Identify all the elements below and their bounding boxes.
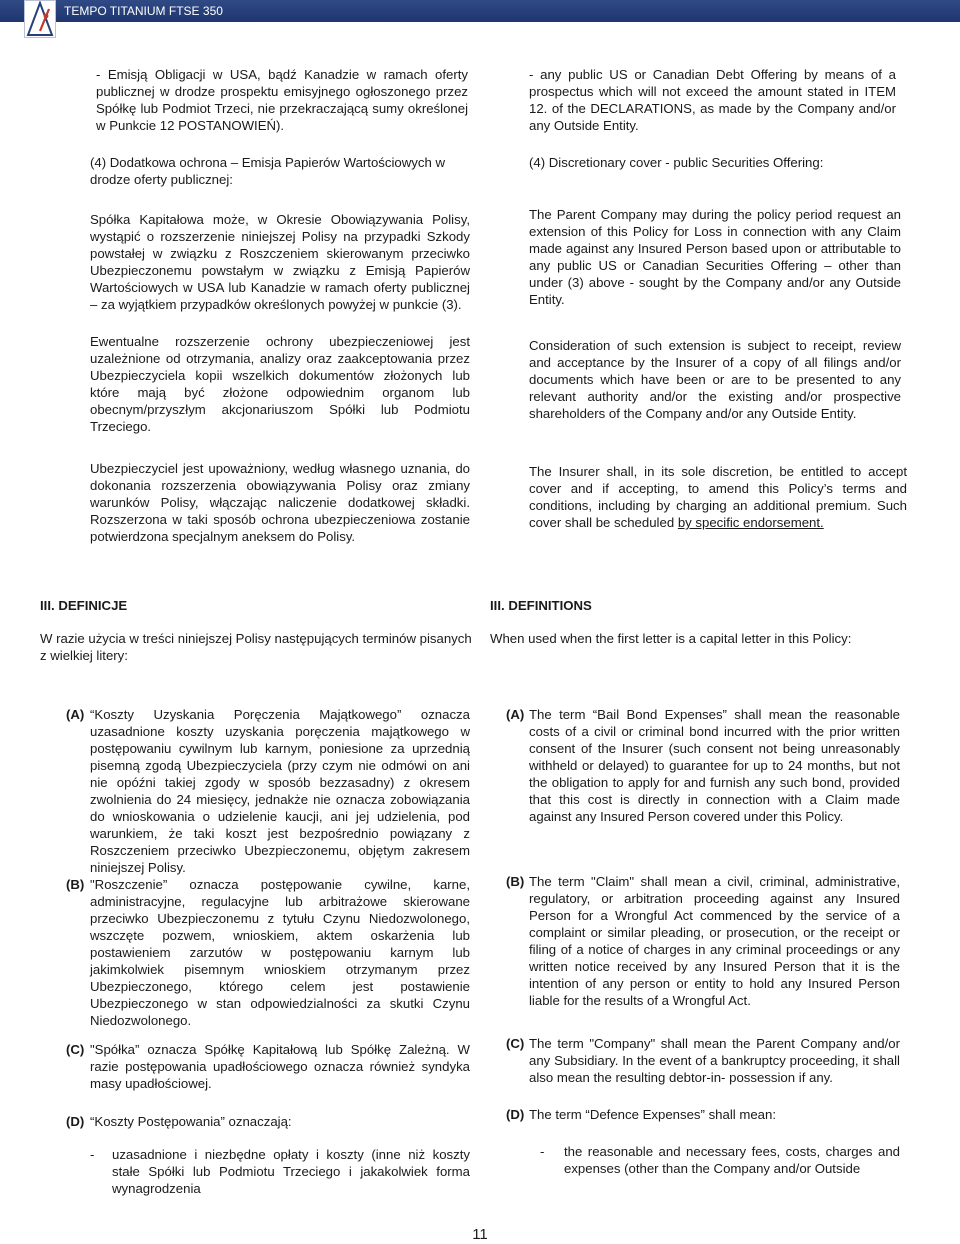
left-def-b-text: "Roszczenie” oznacza postępowanie cywilne, karne, administracyjne, regulacyjne lub arbitrażowe skierowane przeciwko Ubezpieczonemu z tytułu Czynu Niedozwolonego, wszczęte pozwem, wnioskiem, aktem oskarżenia lub postawieniem zarzutów w postępowaniu karnym lub jakimkolwiek pisemnym wnioskiem otrzymanym przez Ubezpieczonego, którego celem jest postawienie Ubezpieczonego w stan odpowiedzialności za skutki Czynu Niedozwolonego. [90,877,470,1028]
right-def-b-label: (B) [506,874,525,889]
left-def-a-text: “Koszty Uzyskania Poręczenia Majątkowego” oznacza uzasadnione koszty uzyskania poręczenia majątkowego w postępowaniu cywilnym lub karnym, poniesione za uprzednią pisemną zgodą Ubezpieczyciela (przy czym nie odmówi on ani nie opóźni takiej zgody w sposób bezzasadny) z okresem zwolnienia do 24 miesięcy, jednakże nie oznacza zobowiązania do wnioskowania o udzielenie kaucji, ani jej udzielenia, pod warunkiem, że taki koszt jest bezpośrednio powiązany z Roszczeniem przeciwko Ubezpieczonemu, objętym zakresem niniejszej Polisy. [90,707,470,875]
right-paragraph-insurer-discretion [529,463,907,531]
left-section-intro: W razie użycia w treści niniejszej Polisy następujących terminów pisanych z wielkiej litery: [40,631,472,663]
right-bullet-text: the reasonable and necessary fees, costs, charges and expenses (other than the Company and/or Outside [564,1144,900,1176]
left-paragraph-debt-offering: - Emisją Obligacji w USA, bądź Kanadzie w ramach oferty publicznej w drodze prospektu emisyjnego ogłoszonego przez Spółkę lub Podmiot Trzeci, nie przekraczającą sumy określonej w Punkcie 12 POSTANOWIEŃ). [96,67,468,133]
left-bullet-dash: - [90,1147,95,1162]
right-section-intro: When used when the first letter is a capital letter in this Policy: [490,631,852,646]
right-def-c-label: (C) [506,1036,525,1051]
right-def-c-text: The term "Company" shall mean the Parent Company and/or any Subsidiary. In the event of a bankruptcy proceeding, it shall also mean the resulting debtor-in- possession if any. [529,1036,900,1085]
left-def-b-label: (B) [66,877,85,892]
right-bullet-dash: - [540,1144,545,1159]
right-paragraph-extension-consideration: Consideration of such extension is subject to receipt, review and acceptance by the Insurer of a copy of all filings and/or documents which have been or are to be presented to any relevant authority and/or the existing and/or prospective shareholders of the Company and/or any Outside Entity. [529,338,901,421]
header-title: TEMPO TITANIUM FTSE 350 [64,4,223,18]
left-def-d-text: “Koszty Postępowania” oznaczają: [90,1114,292,1129]
right-def-a-label: (A) [506,707,525,722]
right-def-d-label: (D) [506,1107,525,1122]
metronome-logo [24,0,56,38]
right-paragraph-debt-offering: - any public US or Canadian Debt Offering by means of a prospectus which will not exceed the amount stated in ITEM 12. of the DECLARATIONS, as made by the Company and/or any Outside Entity. [529,67,896,133]
right-paragraph-extension-request: The Parent Company may during the policy period request an extension of this Policy for Loss in connection with any Claim made against any Insured Person based upon or attributable to any public US or Canadian Securities Offering – other than under (3) above - sought by the Company and/or any Outside Entity. [529,207,901,307]
page-number: 11 [472,1226,488,1243]
right-paragraph-discretionary-heading: (4) Discretionary cover - public Securities Offering: [529,155,824,170]
left-def-c-label: (C) [66,1042,85,1057]
left-paragraph-insurer-discretion: Ubezpieczyciel jest upoważniony, według własnego uznania, do dokonania rozszerzenia obowiązywania Polisy oraz zmiany warunków Polisy, włączając naliczenie dodatkowej składki. Rozszerzona w taki sposób ochrona ubezpieczeniowa zostanie potwierdzona specjalnym aneksem do Polisy. [90,461,470,544]
right-specific-endorsement: by specific endorsement. [677,515,824,530]
left-bullet-text: uzasadnione i niezbędne opłaty i koszty (inne niż koszty stałe Spółki lub Podmiotu Trzeciego i jakakolwiek forma wynagrodzenia [112,1147,470,1196]
right-def-a-text: The term “Bail Bond Expenses” shall mean the reasonable costs of a civil or criminal bond incurred with the prior written consent of the Insurer (such consent not being unreasonably withheld or delayed) to guarantee for up to 24 months, but not the obligation to apply for and furnish any such bond, provided that this cost is directly in connection with a Claim made against any Insured Person covered under this Policy. [529,707,900,824]
left-section-heading: III. DEFINICJE [40,598,128,613]
left-def-d-label: (D) [66,1114,85,1129]
left-def-c-text: "Spółka” oznacza Spółkę Kapitałową lub Spółkę Zależną. W razie postępowania upadłościowego oznacza również syndyka masy upadłościowej. [90,1042,470,1091]
right-insurer-discretion-text: The Insurer shall, in its sole discretion, be entitled to accept cover and if accepting, to amend this Policy’s terms and conditions, including by charging an additional premium. Such cover shall be scheduled [529,464,907,530]
left-paragraph-discretionary-heading: (4) Dodatkowa ochrona – Emisja Papierów Wartościowych w drodze oferty publicznej: [90,155,445,187]
left-paragraph-extension-consideration: Ewentualne rozszerzenie ochrony ubezpieczeniowej jest uzależnione od otrzymania, analizy oraz zaakceptowania przez Ubezpieczyciela kopii wszelkich dokumentów złożonych lub które mają być złożone odpowiednim organom lub obecnym/przyszłym akcjonariuszom Spółki lub Podmiotu Trzeciego. [90,334,470,434]
left-def-a-label: (A) [66,707,85,722]
header-bar [0,0,960,22]
right-section-heading: III. DEFINITIONS [490,598,592,613]
left-paragraph-extension-request: Spółka Kapitałowa może, w Okresie Obowiązywania Polisy, wystąpić o rozszerzenie niniejszej Polisy na przypadki Szkody powstałej w związku z Roszczeniem skierowanym przeciwko Ubezpieczonemu powstałym w związku z Emisją Papierów Wartościowych w USA lub Kanadzie w ramach oferty publicznej – za wyjątkiem przypadków określonych powyżej w punkcie (3). [90,212,470,312]
right-def-b-text: The term "Claim" shall mean a civil, criminal, administrative, regulatory, or arbitration proceeding against any Insured Person for a Wrongful Act commenced by the service of a complaint or similar pleading, or prosecution, or the receipt or filing of a notice of charges in any criminal proceedings or any written notice received by any Insured Person that it is the intention of any person or entity to hold any Insured Person liable for the results of a Wrongful Act. [529,874,900,1008]
right-def-d-text: The term “Defence Expenses” shall mean: [529,1107,777,1122]
